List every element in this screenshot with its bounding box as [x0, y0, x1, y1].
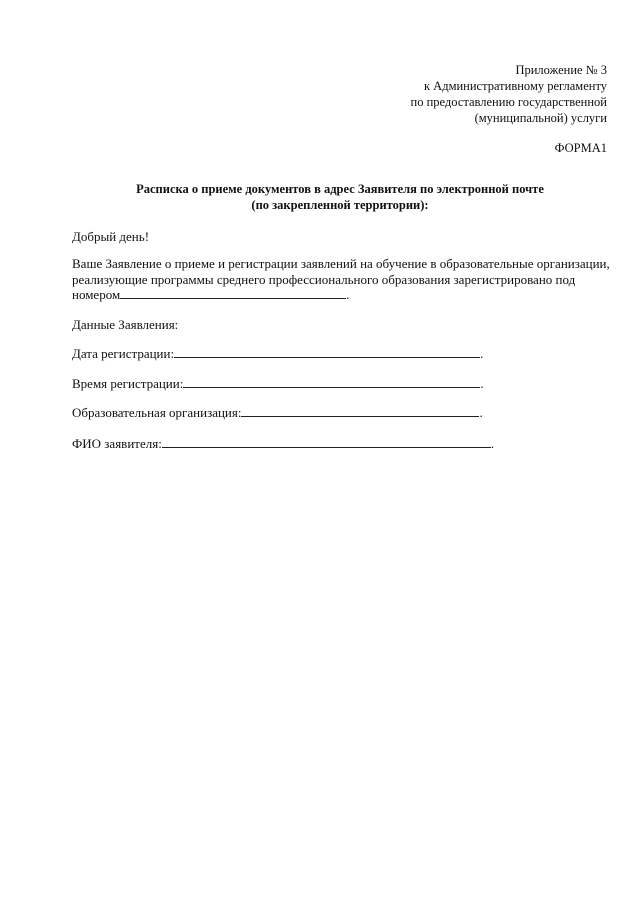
number-blank — [120, 287, 346, 299]
title-line-1: Расписка о приеме документов в адрес Заявителя по электронной почте — [136, 182, 544, 196]
registration-date-label: Дата регистрации: — [72, 346, 175, 361]
form-label: ФОРМА1 — [554, 141, 607, 155]
applicant-name-blank — [162, 436, 491, 448]
appendix-line-4: (муниципальной) услуги — [474, 111, 607, 125]
registration-time-blank — [183, 376, 480, 388]
appendix-line-2: к Административному регламенту — [423, 79, 607, 93]
applicant-name-label: ФИО заявителя: — [72, 436, 162, 451]
paragraph-line-2: реализующие программы среднего профессионального образования зарегистрировано под — [72, 271, 576, 287]
greeting: Добрый день! — [72, 229, 150, 244]
data-heading: Данные Заявления: — [72, 317, 179, 332]
number-label: номером — [72, 287, 121, 302]
paragraph-line-1: Ваше Заявление о приеме и регистрации заявлений на обучение в образовательные организации, — [72, 256, 610, 271]
appendix-line-1: Приложение № 3 — [515, 63, 607, 77]
organization-period: . — [479, 405, 483, 420]
registration-time-period: . — [480, 376, 484, 391]
number-period: . — [346, 287, 350, 302]
registration-time-field — [72, 376, 484, 392]
registration-date-blank — [174, 346, 480, 358]
registration-date-period: . — [480, 346, 484, 361]
registration-time-label: Время регистрации: — [72, 376, 184, 391]
organization-label: Образовательная организация: — [72, 405, 242, 420]
appendix-header — [411, 62, 607, 126]
organization-field — [72, 405, 483, 421]
document-title — [0, 181, 640, 213]
notification-paragraph — [72, 256, 612, 303]
appendix-line-3: по предоставлению государственной — [410, 95, 607, 109]
title-line-2: (по закрепленной территории): — [251, 198, 429, 212]
registration-date-field — [72, 346, 483, 362]
paragraph-line-3 — [72, 287, 612, 303]
applicant-name-period: . — [490, 436, 495, 451]
applicant-name-field — [72, 436, 494, 452]
organization-blank — [241, 405, 479, 417]
